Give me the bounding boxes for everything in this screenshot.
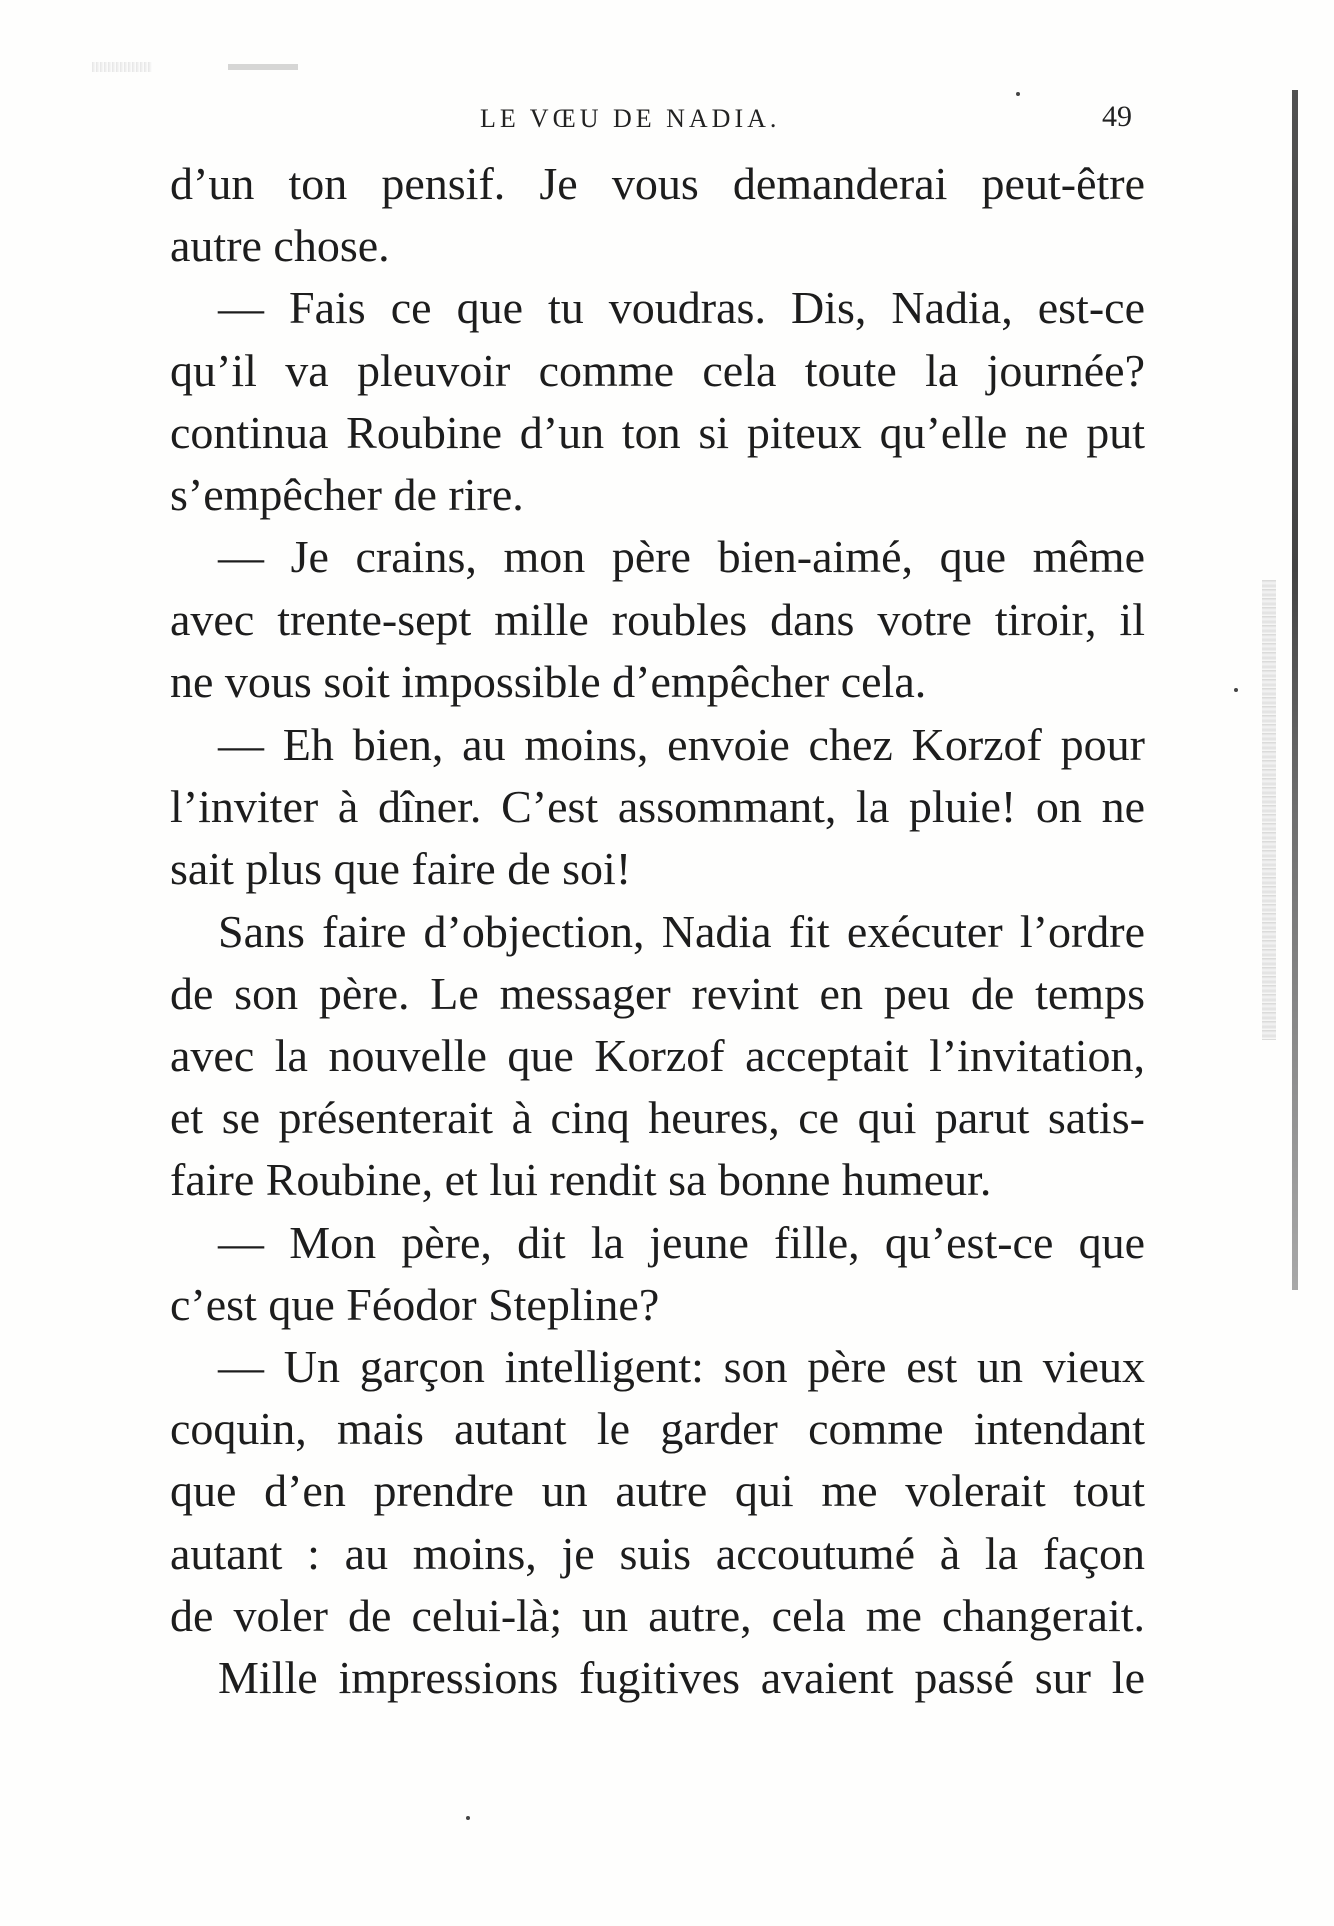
text-line: c’est que Féodor Stepline? — [170, 1279, 660, 1330]
text-line: qu’il va pleuvoir comme cela toute la journée? — [170, 345, 1145, 396]
text-line: — Un garçon intelligent: son père est un vieux — [218, 1341, 1145, 1392]
text-line: avec trente-sept mille roubles dans votre tiroir, il — [170, 594, 1145, 645]
text-line: que d’en prendre un autre qui me volerait tout — [170, 1465, 1145, 1516]
text-line: ne vous soit impossible d’empêcher cela. — [170, 656, 927, 707]
text-line: — Mon père, dit la jeune fille, qu’est-ce que — [218, 1217, 1145, 1268]
text-line: continua Roubine d’un ton si piteux qu’elle ne put — [170, 407, 1145, 458]
text-line: — Eh bien, au moins, envoie chez Korzof pour — [218, 719, 1145, 770]
text-line: Mille impressions fugitives avaient passé sur le — [218, 1652, 1145, 1703]
page-edge-speckle — [1262, 580, 1276, 1040]
page-number: 49 — [1102, 100, 1132, 133]
text-line: avec la nouvelle que Korzof acceptait l’invitation, — [170, 1030, 1145, 1081]
running-title: LE VŒU DE NADIA. — [480, 104, 781, 133]
text-line: coquin, mais autant le garder comme intendant — [170, 1403, 1145, 1454]
text-line: sait plus que faire de soi! — [170, 843, 632, 894]
text-line: et se présenterait à cinq heures, ce qui parut satis- — [170, 1092, 1145, 1143]
text-line: autant : au moins, je suis accoutumé à la façon — [170, 1528, 1145, 1579]
text-line: autre chose. — [170, 220, 390, 271]
print-speck — [466, 1816, 470, 1820]
page-edge-shadow — [1292, 90, 1298, 1290]
text-line: s’empêcher de rire. — [170, 469, 524, 520]
text-line: d’un ton pensif. Je vous demanderai peut-être — [170, 158, 1145, 209]
text-line: de son père. Le messager revint en peu de temps — [170, 968, 1145, 1019]
print-smudge — [228, 64, 298, 70]
text-line: — Je crains, mon père bien-aimé, que même — [218, 531, 1145, 582]
print-speck — [1016, 92, 1020, 96]
print-smudge — [92, 62, 152, 72]
text-line: de voler de celui-là; un autre, cela me changerait. — [170, 1590, 1145, 1641]
text-line: Sans faire d’objection, Nadia fit exécuter l’ordre — [218, 906, 1145, 957]
print-speck — [1234, 688, 1238, 692]
text-line: faire Roubine, et lui rendit sa bonne humeur. — [170, 1154, 992, 1205]
text-line: — Fais ce que tu voudras. Dis, Nadia, est-ce — [218, 282, 1145, 333]
text-line: l’inviter à dîner. C’est assommant, la pluie! on ne — [170, 781, 1145, 832]
